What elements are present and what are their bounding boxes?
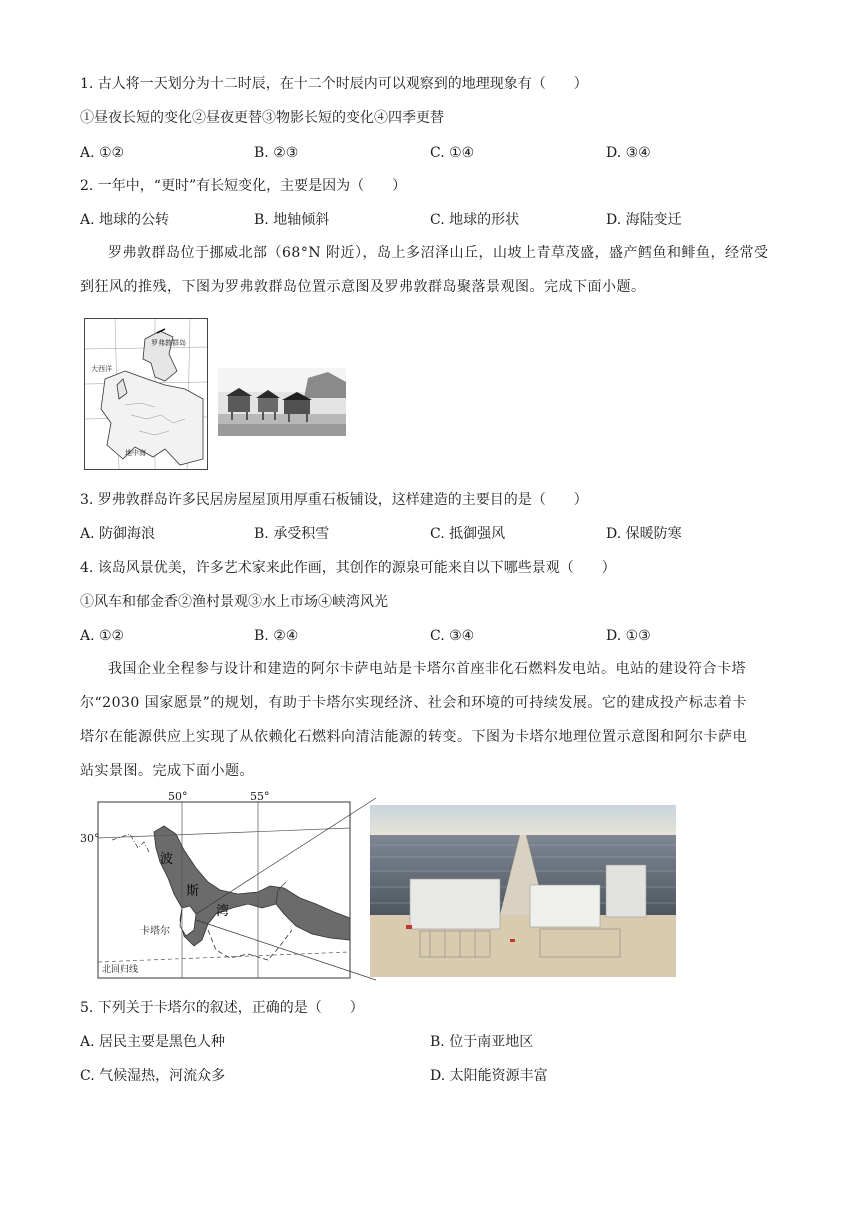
passage-qatar-line-1: 我国企业全程参与设计和建造的阿尔卡萨电站是卡塔尔首座非化石燃料发电站。电站的建设符合卡塔 [108,661,746,677]
map-latitude-30: 30° [80,832,100,845]
q4-stem: 4. 该岛风景优美，许多艺术家来此作画，其创作的源泉可能来自以下哪些景观（ ） [80,560,616,576]
europe-map [84,318,208,470]
q2-option-c[interactable]: C. 地球的形状 [430,212,520,228]
map-label-atlantic: 大西洋 [91,365,112,373]
map-label-mediterranean: 地中海 [125,449,146,457]
map-label-qatar: 卡塔尔 [140,926,170,937]
q3-option-a[interactable]: A. 防御海浪 [80,526,156,542]
map-longitude-50: 50° [168,790,188,803]
q4-option-c[interactable]: C. ③④ [430,628,475,644]
q5-option-a[interactable]: A. 居民主要是黑色人种 [80,1034,226,1050]
passage-qatar [80,652,780,788]
al-kharsaah-station-photo [370,805,676,977]
map-label-gulf-3: 湾 [216,904,230,919]
map-label-gulf-1: 波 [160,852,174,867]
q2-option-a[interactable]: A. 地球的公转 [80,212,170,228]
q3-option-d[interactable]: D. 保暖防寒 [606,526,682,542]
q2-option-b[interactable]: B. 地轴倾斜 [254,212,330,228]
passage-lofoten-line-2: 到狂风的推残，下图为罗弗敦群岛位置示意图及罗弗敦群岛聚落景观图。完成下面小题。 [80,279,646,295]
q4-option-b[interactable]: B. ②④ [254,628,299,644]
q4-option-d[interactable]: D. ①③ [606,628,651,644]
q1-option-c[interactable]: C. ①④ [430,145,475,161]
passage-qatar-line-2: 尔“2030 国家愿景”的规划，有助于卡塔尔实现经济、社会和环境的可持续发展。它的建成投产标志着卡 [80,695,747,711]
map-label-tropic: 北回归线 [102,965,139,975]
station-photo-drawing [370,805,676,977]
q5-stem: 5. 下列关于卡塔尔的叙述，正确的是（ ） [80,1000,364,1016]
q3-option-c[interactable]: C. 抵御强风 [430,526,506,542]
map-longitude-55: 55° [250,790,270,803]
q4-option-a[interactable]: A. ①② [80,628,125,644]
q4-sub: ①风车和郁金香②渔村景观③水上市场④峡湾风光 [80,594,388,610]
qatar-map-drawing [72,790,376,990]
lofoten-village-drawing [218,368,346,436]
passage-lofoten-line-1: 罗弗敦群岛位于挪威北部（68°N 附近），岛上多沼泽山丘，山坡上青草茂盛，盛产鳕鱼和鲱鱼，经常受 [108,245,769,261]
q5-option-c[interactable]: C. 气候湿热，河流众多 [80,1068,226,1084]
q1-sub: ①昼夜长短的变化②昼夜更替③物影长短的变化④四季更替 [80,110,444,126]
qatar-location-map [72,790,376,990]
lofoten-village-photo [218,368,346,436]
passage-lofoten [80,236,780,304]
q5-option-b[interactable]: B. 位于南亚地区 [430,1034,534,1050]
q1-option-b[interactable]: B. ②③ [254,145,299,161]
q3-option-b[interactable]: B. 承受积雪 [254,526,330,542]
q1-option-d[interactable]: D. ③④ [606,145,651,161]
map-label-lofoten: 罗弗敦群岛 [151,339,186,347]
q2-option-d[interactable]: D. 海陆变迁 [606,212,682,228]
q1-stem: 1. 古人将一天划分为十二时辰，在十二个时辰内可以观察到的地理现象有（ ） [80,76,588,92]
q5-option-d[interactable]: D. 太阳能资源丰富 [430,1068,548,1084]
q3-stem: 3. 罗弗敦群岛许多民居房屋屋顶用厚重石板铺设，这样建造的主要目的是（ ） [80,492,588,508]
europe-map-drawing [85,319,207,469]
map-label-gulf-2: 斯 [186,884,200,899]
q1-option-a[interactable]: A. ①② [80,145,125,161]
q2-stem: 2. 一年中，“更时”有长短变化，主要是因为（ ） [80,178,407,194]
passage-qatar-line-4: 站实景图。完成下面小题。 [80,763,254,779]
passage-qatar-line-3: 塔尔在能源供应上实现了从依赖化石燃料向清洁能源的转变。下图为卡塔尔地理位置示意图和阿尔卡萨电 [80,729,747,745]
